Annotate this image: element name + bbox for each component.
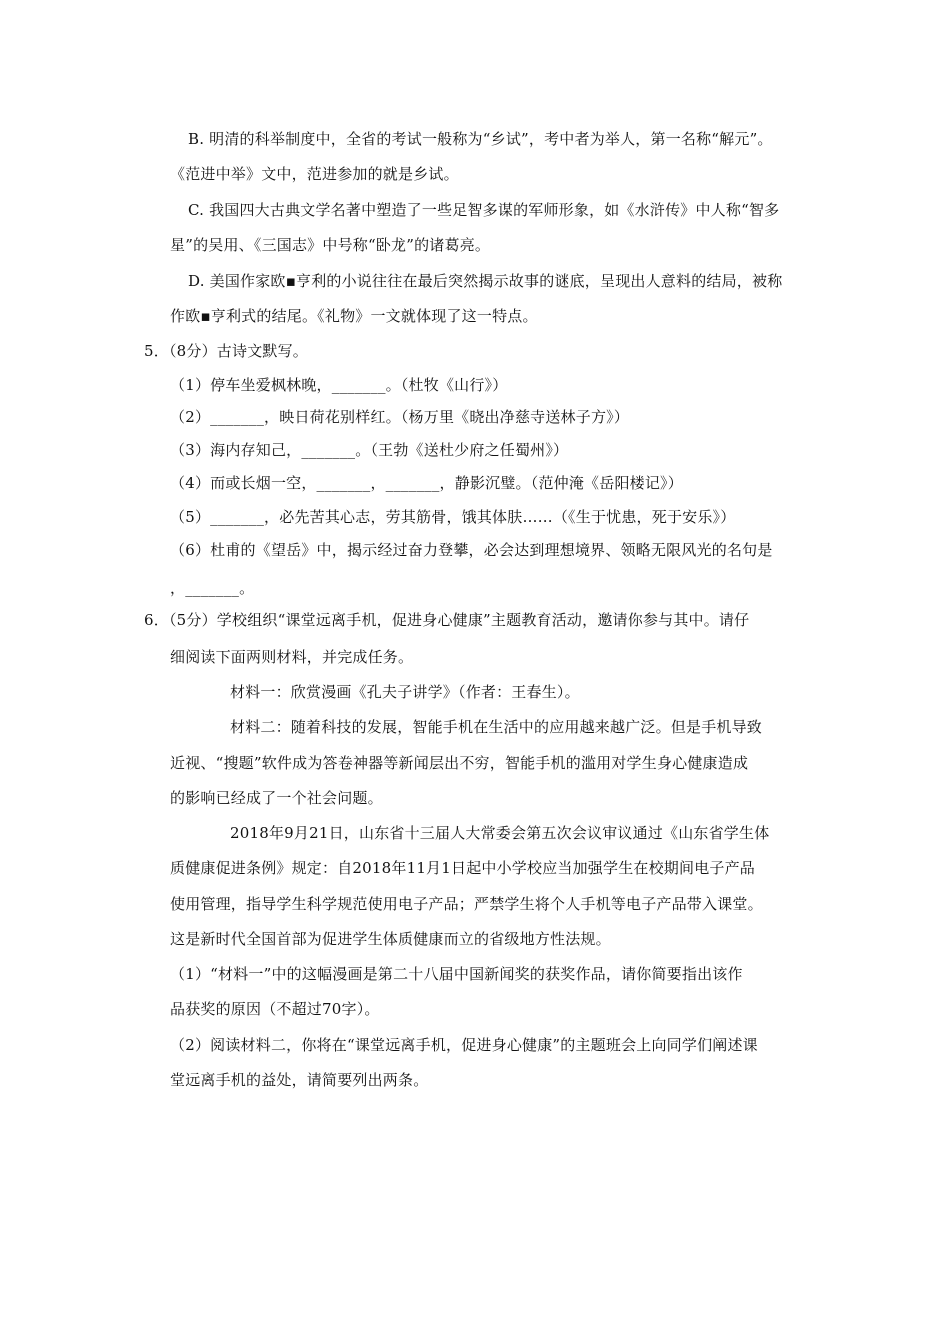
- regulation-para-line-2: 质健康促进条例》规定：自2018年11月1日起中小学校应当加强学生在校期间电子产品: [170, 859, 756, 877]
- question-5-item-6-blank: ，_______。: [170, 579, 255, 597]
- option-d-line-1: D. 美国作家欧▪亨利的小说往往在最后突然揭示故事的谜底，呈现出人意料的结局，被称: [188, 272, 783, 290]
- question-6-header-line-2: 细阅读下面两则材料，并完成任务。: [170, 648, 414, 666]
- material-2-line-1: 材料二：随着科技的发展，智能手机在生活中的应用越来越广泛。但是手机导致: [230, 718, 763, 736]
- question-5-item-6: （6）杜甫的《望岳》中，揭示经过奋力登攀，必会达到理想境界、领略无限风光的名句是: [170, 541, 773, 559]
- question-5-item-3: （3）海内存知己，_______。（王勃《送杜少府之任蜀州》）: [170, 441, 569, 459]
- option-b-line-2: 《范进中举》文中，范进参加的就是乡试。: [170, 165, 459, 183]
- question-5-header: 5．（8分）古诗文默写。: [144, 342, 308, 360]
- sub-question-1-line-2: 品获奖的原因（不超过70字）。: [170, 1000, 380, 1018]
- material-2-line-2: 近视、“搜题”软件成为答卷神器等新闻层出不穷，智能手机的滥用对学生身心健康造成: [170, 754, 749, 772]
- material-2-line-3: 的影响已经成了一个社会问题。: [170, 789, 383, 807]
- question-5-item-1: （1）停车坐爱枫林晚，_______。（杜牧《山行》）: [170, 376, 508, 394]
- question-5-item-4: （4）而或长烟一空，_______，_______，静影沉璧。（范仲淹《岳阳楼记》）: [170, 474, 683, 492]
- question-5-item-2: （2）_______，映日荷花别样红。（杨万里《晓出净慈寺送林子方》）: [170, 408, 630, 426]
- sub-question-2-line-1: （2）阅读材料二，你将在“课堂远离手机，促进身心健康”的主题班会上向同学们阐述课: [170, 1036, 758, 1054]
- option-c-line-1: C. 我国四大古典文学名著中塑造了一些足智多谋的军师形象，如《水浒传》中人称“智多: [188, 201, 780, 219]
- regulation-para-line-4: 这是新时代全国首部为促进学生体质健康而立的省级地方性法规。: [170, 930, 611, 948]
- question-6-header-line-1: 6．（5分）学校组织“课堂远离手机，促进身心健康”主题教育活动，邀请你参与其中。请仔: [144, 611, 750, 629]
- sub-question-2-line-2: 堂远离手机的益处，请简要列出两条。: [170, 1071, 429, 1089]
- material-1: 材料一：欣赏漫画《孔夫子讲学》（作者：王春生）。: [230, 683, 580, 701]
- regulation-para-line-1: 2018年9月21日，山东省十三届人大常委会第五次会议审议通过《山东省学生体: [230, 824, 770, 842]
- sub-question-1-line-1: （1）“材料一”中的这幅漫画是第二十八届中国新闻奖的获奖作品，请你简要指出该作: [170, 965, 743, 983]
- question-5-item-5: （5）_______，必先苦其心志，劳其筋骨，饿其体肤……（《生于忧患，死于安乐》）: [170, 508, 736, 526]
- option-b-line-1: B. 明清的科举制度中，全省的考试一般称为“乡试”，考中者为举人，第一名称“解元”。: [188, 130, 773, 148]
- option-c-line-2: 星”的吴用、《三国志》中号称“卧龙”的诸葛亮。: [170, 236, 491, 254]
- option-d-line-2: 作欧▪亨利式的结尾。《礼物》一文就体现了这一特点。: [170, 307, 538, 325]
- regulation-para-line-3: 使用管理，指导学生科学规范使用电子产品；严禁学生将个人手机等电子产品带入课堂。: [170, 895, 763, 913]
